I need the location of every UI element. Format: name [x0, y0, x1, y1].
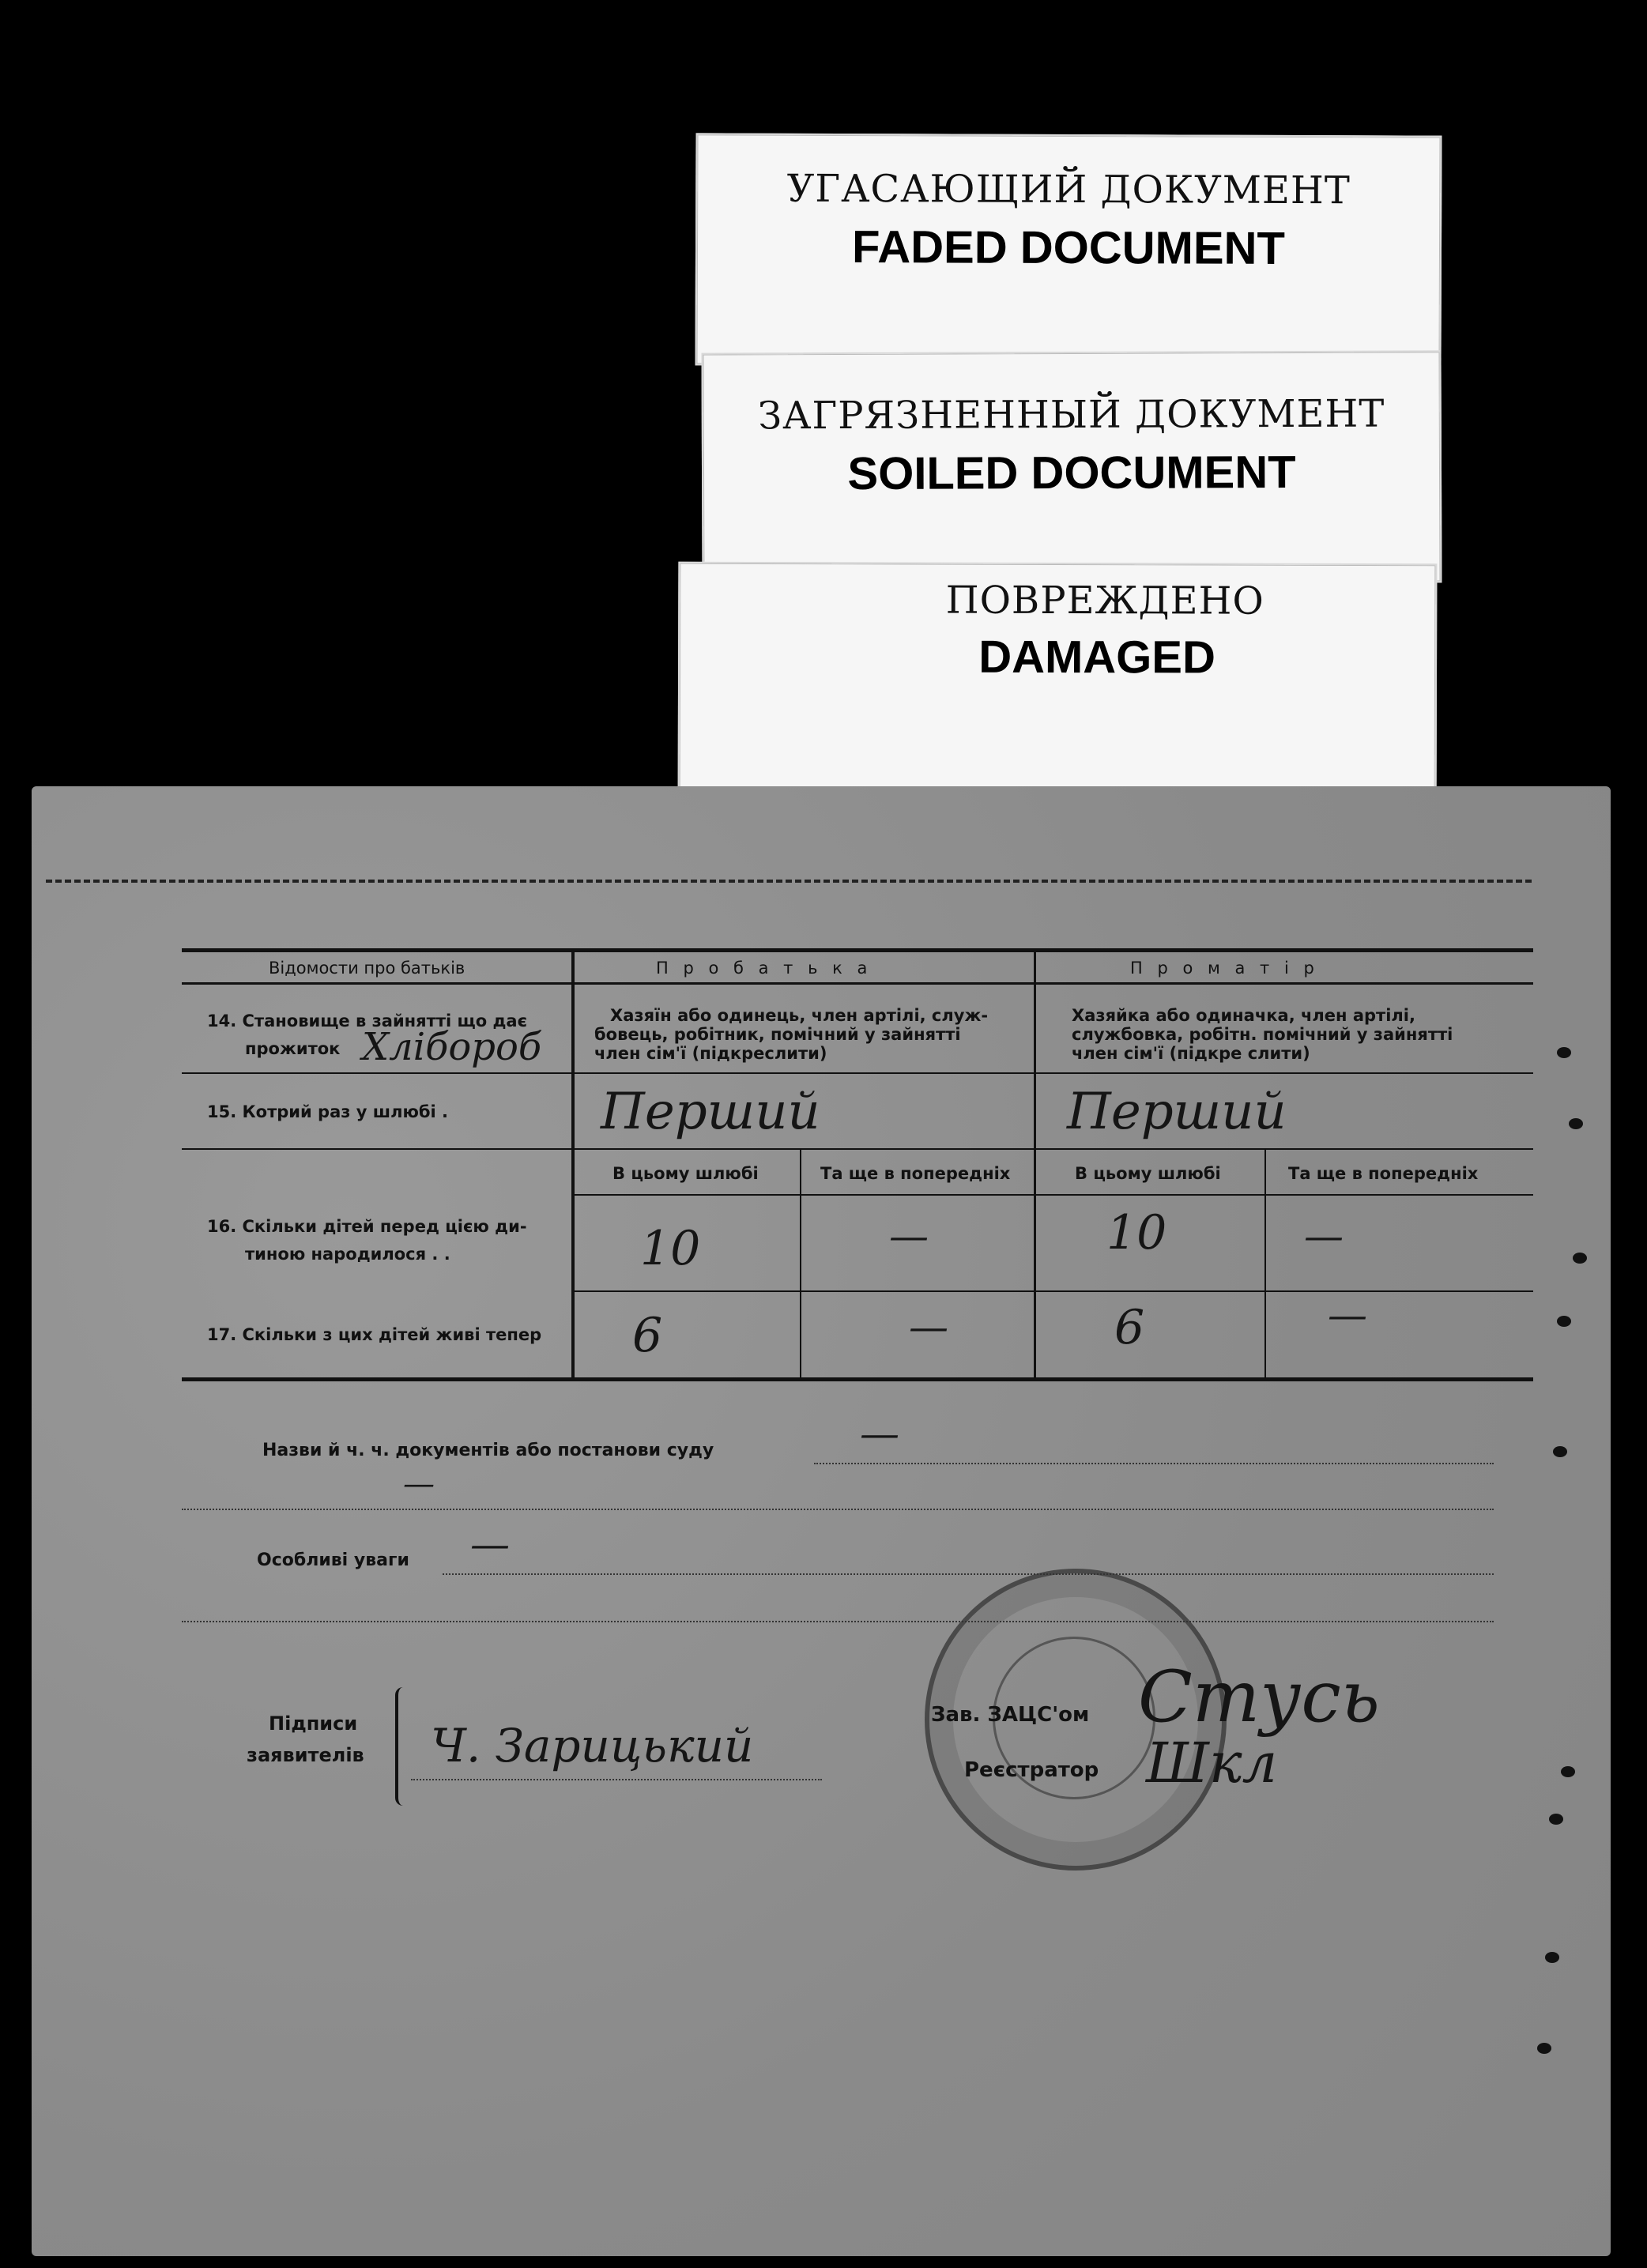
- table-header-border: [182, 982, 1533, 985]
- documents-dotted-line-2: [182, 1509, 1494, 1510]
- special-notes-label: Особливі уваги: [257, 1550, 409, 1570]
- header-parents-info: Відомости про батьків: [269, 959, 465, 978]
- binding-hole: [1561, 1766, 1575, 1777]
- binding-hole: [1545, 1952, 1559, 1963]
- row16-father-this: 10: [640, 1221, 701, 1276]
- damaged-label-en: DAMAGED: [978, 631, 1215, 684]
- row15-mother-value: Перший: [1067, 1083, 1287, 1141]
- row16-father-prev: —: [889, 1213, 929, 1259]
- registrar-signature: Шкл: [1146, 1731, 1278, 1795]
- perforation-line: [46, 880, 1532, 883]
- head-of-registry-label: Зав. ЗАЦС'ом: [931, 1703, 1090, 1727]
- special-dotted-line-2: [182, 1621, 1494, 1622]
- row14-handwritten-occupation: Хлібороб: [362, 1025, 542, 1069]
- row14-label-line1: 14. Становище в зайнятті що дає: [207, 1012, 528, 1030]
- row17-label: 17. Скільки з цих дітей живі тепер: [207, 1325, 542, 1344]
- special-notes-value: —: [470, 1521, 510, 1567]
- documents-dotted-line: [814, 1463, 1494, 1464]
- faded-label-en: FADED DOCUMENT: [852, 221, 1286, 274]
- damaged-document-label: [678, 562, 1438, 804]
- faded-label-ru: УГАСАЮЩИЙ ДОКУМЕНТ: [786, 166, 1351, 213]
- registrar-label: Реєстратор: [964, 1758, 1099, 1782]
- binding-hole: [1537, 2043, 1551, 2054]
- row15-label: 15. Котрий раз у шлюбі .: [207, 1102, 449, 1121]
- row17-father-prev: —: [909, 1304, 948, 1350]
- table-top-border: [182, 948, 1533, 952]
- row14-mother-options-3: член сім'ї (підкре слити): [1072, 1044, 1310, 1063]
- row16-mother-prev: —: [1304, 1213, 1344, 1259]
- binding-hole: [1557, 1047, 1571, 1058]
- table-vline-3: [800, 1150, 801, 1379]
- soiled-label-en: SOILED DOCUMENT: [847, 446, 1296, 499]
- row14-label-line2: прожиток: [245, 1039, 341, 1058]
- sub-mother-this-marriage: В цьому шлюбі: [1075, 1164, 1221, 1183]
- table-vline-2: [1034, 948, 1036, 1381]
- binding-hole: [1573, 1253, 1587, 1264]
- faded-document-label: [695, 133, 1442, 367]
- applicant-signature-line: [411, 1779, 822, 1780]
- documents-label: Назви й ч. ч. документів або постанови суду: [262, 1441, 714, 1460]
- signatures-label-1: Підписи: [269, 1712, 358, 1735]
- documents-value-second: —: [403, 1466, 435, 1502]
- special-dotted-line: [443, 1573, 1494, 1575]
- registry-form-sheet: [32, 786, 1611, 2256]
- row14-father-options-3: член сім'ї (підкреслити): [594, 1044, 827, 1063]
- row14-mother-options-1: Хазяйка або одиначка, член артілі,: [1072, 1006, 1415, 1025]
- soiled-document-label: [701, 350, 1442, 585]
- table-row16-border: [574, 1290, 1533, 1292]
- row16-mother-this: 10: [1106, 1205, 1167, 1260]
- table-row14-border: [182, 1072, 1533, 1074]
- signatures-brace: [395, 1687, 411, 1806]
- sub-mother-previous: Та ще в попередніх: [1288, 1164, 1479, 1183]
- header-mother: П р о м а т і р: [1130, 959, 1319, 978]
- row16-label-line2: тиною народилося . .: [245, 1245, 450, 1264]
- binding-hole: [1549, 1814, 1563, 1825]
- applicant-signature: Ч. Зарицький: [431, 1719, 754, 1773]
- documents-value: —: [860, 1411, 899, 1456]
- row15-father-value: Перший: [601, 1083, 820, 1141]
- row14-father-options-2: бовець, робітник, помічний у зайнятті: [594, 1025, 961, 1044]
- row17-mother-this: 6: [1114, 1300, 1145, 1355]
- row16-label-line1: 16. Скільки дітей перед цією ди-: [207, 1217, 527, 1236]
- table-vline-1: [571, 948, 575, 1381]
- row14-mother-options-2: службовка, робітн. помічний у зайнятті: [1072, 1025, 1453, 1044]
- table-bottom-border: [182, 1377, 1533, 1381]
- signatures-label-2: заявителів: [247, 1744, 364, 1766]
- head-signature: Стусь: [1138, 1656, 1380, 1739]
- header-father: П р о б а т ь к а: [656, 959, 872, 978]
- damaged-label-ru: ПОВРЕЖДЕНО: [945, 578, 1264, 624]
- binding-hole: [1553, 1446, 1567, 1457]
- row17-father-this: 6: [632, 1308, 663, 1363]
- table-vline-4: [1264, 1150, 1266, 1379]
- binding-hole: [1557, 1316, 1571, 1327]
- sub-father-this-marriage: В цьому шлюбі: [612, 1164, 759, 1183]
- row17-mother-prev: —: [1328, 1292, 1367, 1338]
- row14-father-options-1: Хазяїн або одинець, член артілі, служ-: [610, 1006, 989, 1025]
- table-subheader-border: [574, 1194, 1533, 1196]
- table-row15-border: [182, 1148, 1533, 1150]
- binding-hole: [1569, 1118, 1583, 1129]
- sub-father-previous: Та ще в попередніх: [820, 1164, 1011, 1183]
- soiled-label-ru: ЗАГРЯЗНЕННЫЙ ДОКУМЕНТ: [758, 391, 1385, 439]
